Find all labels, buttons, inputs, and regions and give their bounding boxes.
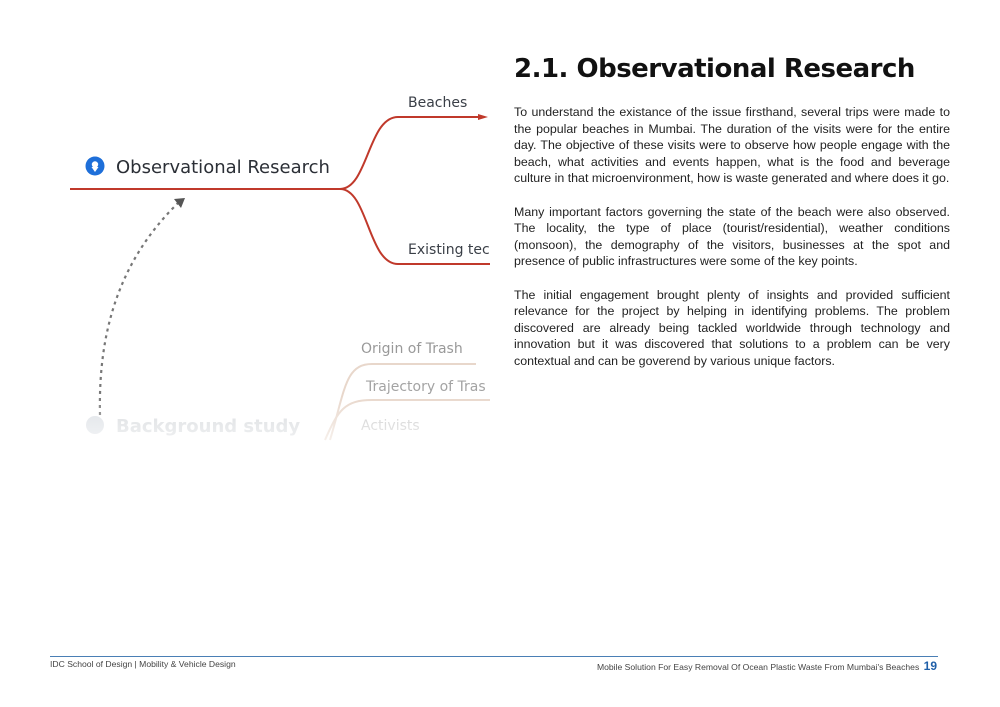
arrow-head-icon [174, 198, 185, 208]
faded-branch-trajectory: Trajectory of Tras [366, 379, 486, 395]
faded-branch-origin: Origin of Trash [361, 341, 463, 357]
branch-arrow-icon [478, 114, 488, 120]
footer-left-text: IDC School of Design | Mobility & Vehicle Design [50, 659, 236, 669]
footer-right-text: Mobile Solution For Easy Removal Of Ocean Plastic Waste From Mumbai's Beaches [596, 662, 920, 672]
branch-label-existing: Existing tec [408, 242, 490, 258]
footer-divider [50, 656, 938, 657]
section-title: 2.1. Observational Research [514, 54, 915, 84]
paragraph-3: The initial engagement brought plenty of insights and provided sufficient relevance for the project by helping in identifying problems. The problem discovered are already being tackled worldwide through technology and innovation but it was discovered that solutions to a problem can be very contextual and can be goverend by various unique factors. [514, 287, 950, 368]
root-label: Observational Research [116, 157, 330, 178]
mindmap-svg [0, 0, 490, 470]
section-body [514, 104, 950, 386]
paragraph-1: To understand the existance of the issue firsthand, several trips were made to the popular beaches in Mumbai. The duration of the visits were for the entire day. The objective of these visits were to observe how people engage with the beach, what activities and events happen, what is the food and beverage culture in that microenvironment, how is waste generated and where does it go. [514, 105, 950, 186]
fade-overlay [0, 395, 490, 470]
footer-right-group [597, 659, 937, 673]
location-pin-icon [86, 157, 105, 176]
paragraph-2: Many important factors governing the state of the beach were also observed. The locality, the type of place (tourist/residential), weather conditions (monsoon), the demography of the visitors, businesses at the spot and presence of public infrastructures were some of the key points. [514, 204, 950, 269]
branch-connector-beaches [340, 117, 482, 189]
page-number: 19 [923, 659, 937, 673]
branch-label-beaches: Beaches [408, 95, 468, 111]
mindmap-figure [0, 0, 490, 470]
relation-dashed-arrow [100, 203, 178, 415]
